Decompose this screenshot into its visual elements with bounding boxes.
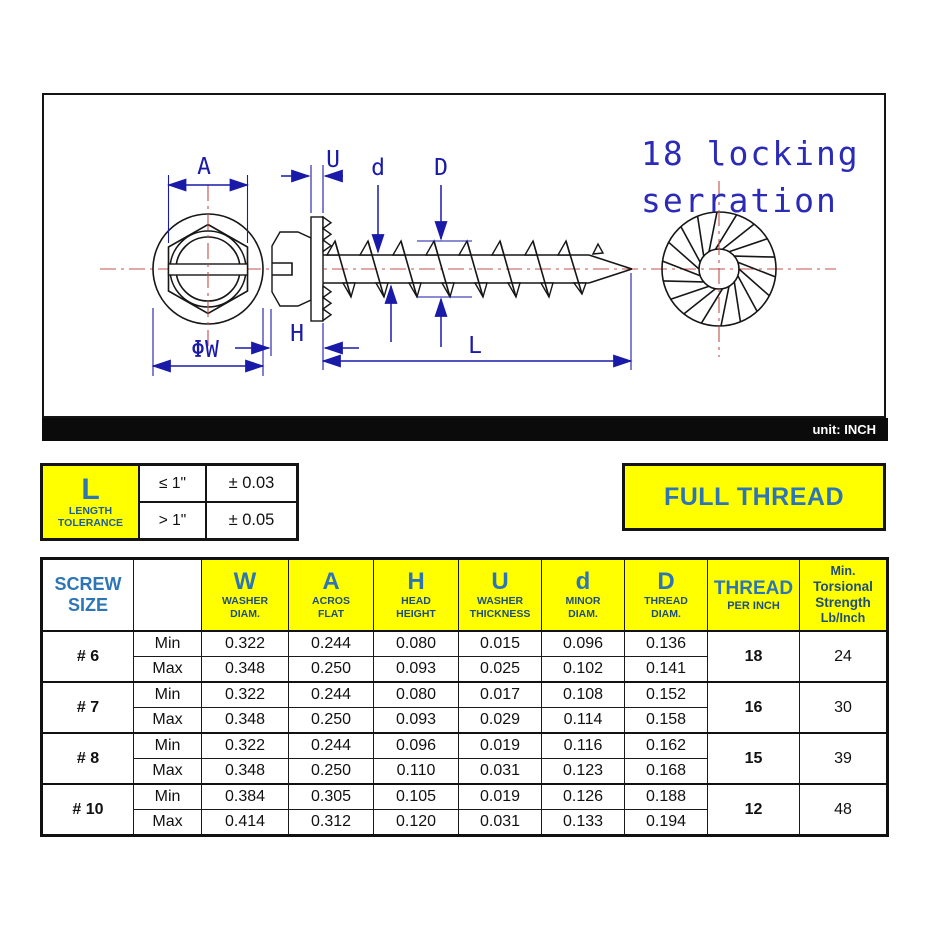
dim-label-phi-w: ΦW	[191, 337, 219, 363]
value-cell: 0.126	[542, 784, 625, 810]
value-cell: 0.152	[625, 682, 708, 708]
value-cell: 0.348	[202, 708, 289, 734]
flange-washer	[311, 217, 323, 321]
full-thread-banner: FULL THREAD	[622, 463, 886, 531]
tolerance-symbol-cell	[42, 465, 140, 540]
value-cell: 0.093	[374, 657, 459, 683]
value-cell: 0.031	[459, 810, 542, 836]
value-cell: 0.029	[459, 708, 542, 734]
value-cell: 0.019	[459, 784, 542, 810]
col-header-thread-per-inch: THREAD PER INCH	[708, 559, 800, 632]
size-label: # 7	[42, 682, 134, 733]
col-header-d-minor: d MINOR DIAM.	[542, 559, 625, 632]
torsional-strength: 48	[800, 784, 888, 836]
value-cell: 0.093	[374, 708, 459, 734]
torsional-strength: 24	[800, 631, 888, 682]
tolerance-condition: > 1"	[139, 502, 206, 540]
value-cell: 0.110	[374, 759, 459, 785]
spec-row-6-min	[42, 631, 888, 657]
screw-size-header: SCREW SIZE	[42, 559, 134, 632]
value-cell: 0.114	[542, 708, 625, 734]
value-cell: 0.080	[374, 682, 459, 708]
value-cell: 0.108	[542, 682, 625, 708]
value-cell: 0.158	[625, 708, 708, 734]
max-label: Max	[134, 759, 202, 785]
value-cell: 0.414	[202, 810, 289, 836]
tolerance-caption-line1: LENGTH	[68, 505, 113, 517]
dim-label-l: L	[468, 333, 482, 359]
col-header-torsional-strength: Min. Torsional Strength Lb/Inch	[800, 559, 888, 632]
value-cell: 0.102	[542, 657, 625, 683]
value-cell: 0.120	[374, 810, 459, 836]
thread-per-inch: 15	[708, 733, 800, 784]
technical-drawing-panel	[42, 93, 886, 418]
max-label: Max	[134, 708, 202, 734]
value-cell: 0.244	[289, 682, 374, 708]
thread-per-inch: 12	[708, 784, 800, 836]
length-tolerance-table	[40, 463, 299, 541]
dim-label-d-minor: d	[371, 155, 385, 181]
tolerance-symbol: L	[81, 473, 100, 506]
value-cell: 0.384	[202, 784, 289, 810]
value-cell: 0.168	[625, 759, 708, 785]
spec-row-10-min	[42, 784, 888, 810]
value-cell: 0.162	[625, 733, 708, 759]
size-label: # 10	[42, 784, 134, 836]
torsional-strength: 39	[800, 733, 888, 784]
value-cell: 0.250	[289, 759, 374, 785]
spec-table	[40, 557, 889, 837]
dim-label-d-thread: D	[434, 155, 448, 181]
col-header-d-thread: D THREAD DIAM.	[625, 559, 708, 632]
value-cell: 0.141	[625, 657, 708, 683]
value-cell: 0.250	[289, 657, 374, 683]
value-cell: 0.015	[459, 631, 542, 657]
value-cell: 0.116	[542, 733, 625, 759]
col-header-w: W WASHER DIAM.	[202, 559, 289, 632]
dim-label-a: A	[197, 154, 211, 180]
screw-drawing	[44, 95, 884, 416]
value-cell: 0.244	[289, 631, 374, 657]
side-view	[235, 147, 632, 370]
value-cell: 0.133	[542, 810, 625, 836]
value-cell: 0.123	[542, 759, 625, 785]
min-label: Min	[134, 682, 202, 708]
value-cell: 0.025	[459, 657, 542, 683]
value-cell: 0.322	[202, 631, 289, 657]
col-header-h: H HEAD HEIGHT	[374, 559, 459, 632]
tolerance-value: ± 0.05	[206, 502, 298, 540]
value-cell: 0.322	[202, 733, 289, 759]
value-cell: 0.312	[289, 810, 374, 836]
col-header-u: U WASHER THICKNESS	[459, 559, 542, 632]
value-cell: 0.194	[625, 810, 708, 836]
thread-per-inch: 18	[708, 631, 800, 682]
tolerance-value: ± 0.03	[206, 465, 298, 503]
value-cell: 0.096	[374, 733, 459, 759]
value-cell: 0.250	[289, 708, 374, 734]
value-cell: 0.105	[374, 784, 459, 810]
value-cell: 0.348	[202, 657, 289, 683]
unit-bar: unit: INCH	[42, 418, 888, 441]
min-label: Min	[134, 631, 202, 657]
dim-label-h: H	[290, 321, 304, 347]
dim-label-u: U	[326, 147, 340, 173]
tolerance-condition: ≤ 1"	[139, 465, 206, 503]
max-label: Max	[134, 657, 202, 683]
value-cell: 0.031	[459, 759, 542, 785]
serration-note-line1: 18 locking	[641, 134, 860, 173]
torsional-strength: 30	[800, 682, 888, 733]
value-cell: 0.019	[459, 733, 542, 759]
thread-per-inch: 16	[708, 682, 800, 733]
value-cell: 0.322	[202, 682, 289, 708]
front-view	[153, 154, 263, 376]
value-cell: 0.096	[542, 631, 625, 657]
spec-row-7-min	[42, 682, 888, 708]
size-label: # 8	[42, 733, 134, 784]
col-header-a: A ACROS FLAT	[289, 559, 374, 632]
value-cell: 0.348	[202, 759, 289, 785]
value-cell: 0.244	[289, 733, 374, 759]
spec-header-row	[42, 559, 888, 632]
min-label: Min	[134, 733, 202, 759]
spec-row-8-min	[42, 733, 888, 759]
value-cell: 0.080	[374, 631, 459, 657]
min-label: Min	[134, 784, 202, 810]
value-cell: 0.188	[625, 784, 708, 810]
max-label: Max	[134, 810, 202, 836]
minmax-header	[134, 559, 202, 632]
value-cell: 0.136	[625, 631, 708, 657]
tolerance-caption-line2: TOLERANCE	[57, 517, 124, 529]
value-cell: 0.305	[289, 784, 374, 810]
value-cell: 0.017	[459, 682, 542, 708]
serration-note-line2: serration	[641, 181, 838, 220]
size-label: # 6	[42, 631, 134, 682]
